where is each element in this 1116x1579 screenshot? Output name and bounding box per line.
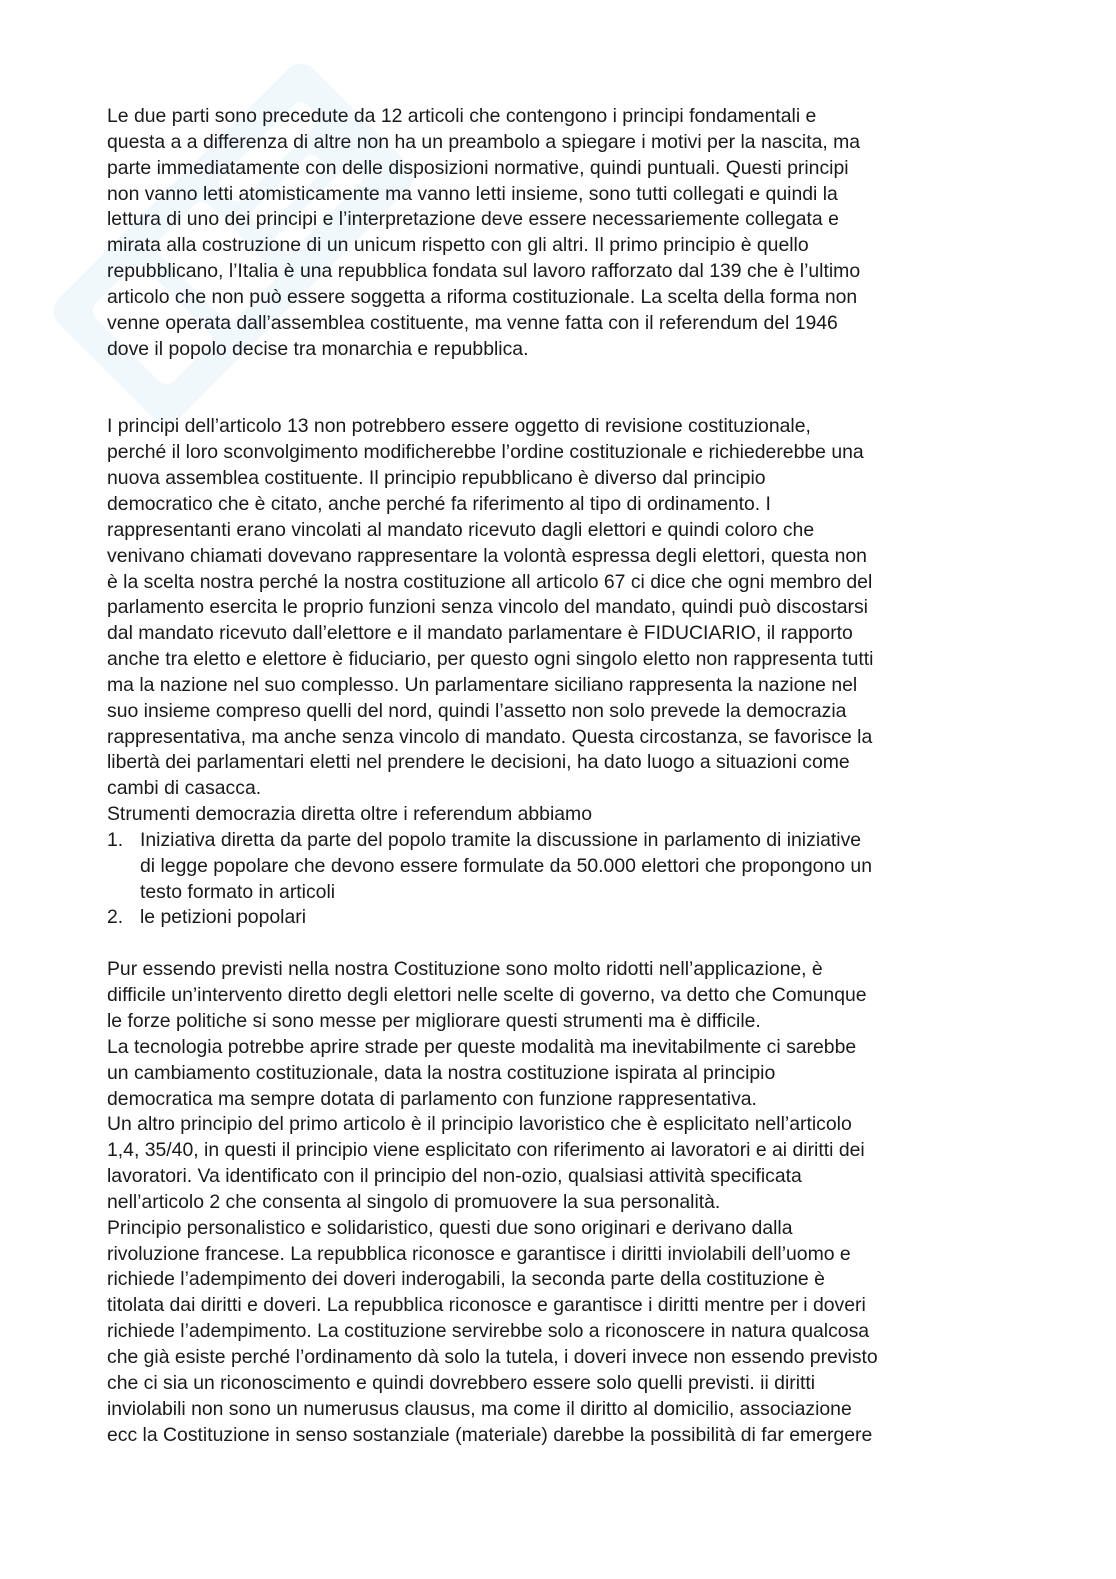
text-line: venne operata dall’assemblea costituente, ma venne fatta con il referendum del 1946 — [107, 311, 838, 334]
paragraph-gap — [107, 931, 1007, 957]
text-line: 1,4, 35/40, in questi il principio viene esplicitato con riferimento ai lavoratori e ai diritti dei — [107, 1139, 865, 1162]
text-line: non vanno letti atomisticamente ma vanno letti insieme, sono tutti collegati e quindi la — [107, 182, 838, 205]
text-line: Un altro principio del primo articolo è il principio lavoristico che è esplicitato nell’articolo — [107, 1113, 852, 1136]
text-line: dove il popolo decise tra monarchia e repubblica. — [107, 337, 529, 360]
text-line: le forze politiche si sono messe per migliorare questi strumenti ma è difficile. — [107, 1010, 761, 1032]
text-line: è la scelta nostra perché la nostra costituzione all articolo 67 ci dice che ogni membro del — [107, 570, 873, 593]
text-line: cambi di casacca. — [107, 777, 262, 800]
text-line: Le due parti sono precedute da 12 articoli che contengono i principi fondamentali e — [107, 105, 817, 127]
list-item — [107, 828, 1007, 906]
text-line: perché il loro sconvolgimento modificherebbe l’ordine costituzionale e richiederebbe una — [107, 441, 864, 464]
text-line: mirata alla costruzione di un unicum rispetto con gli altri. Il primo principio è quello — [107, 234, 809, 257]
text-line: articolo che non può essere soggetta a riforma costituzionale. La scelta della forma non — [107, 285, 858, 308]
text-line: nell’articolo 2 che consenta al singolo di promuovere la sua personalità. — [107, 1190, 721, 1213]
text-line: suo insieme compreso quelli del nord, quindi l’assetto non solo prevede la democrazia — [107, 699, 847, 722]
text-line: democratica ma sempre dotata di parlamento con funzione rappresentativa. — [107, 1087, 757, 1110]
text-line: Iniziativa diretta da parte del popolo tramite la discussione in parlamento di iniziative — [140, 828, 862, 851]
text-line: richiede l’adempimento. La costituzione servirebbe solo a riconoscere in natura qualcosa — [107, 1320, 870, 1343]
text-line: lettura di uno dei principi e l’interpretazione deve essere necessariemente collegata e — [107, 208, 839, 231]
text-line: rappresentativa, ma anche senza vincolo di mandato. Questa circostanza, se favorisce la — [107, 725, 873, 748]
text-line: che ci sia un riconoscimento e quindi dovrebbero essere solo quelli previsti. ii diritti — [107, 1371, 816, 1394]
list-number: 1. — [107, 828, 124, 851]
text-line: libertà dei parlamentari eletti nel prendere le decisioni, ha dato luogo a situazioni come — [107, 751, 850, 774]
text-line: lavoratori. Va identificato con il principio del non-ozio, qualsiasi attività specificata — [107, 1165, 802, 1188]
paragraph-3 — [107, 957, 1007, 1448]
text-line: rappresentanti erano vincolati al mandato ricevuto dagli elettori e quindi coloro che — [107, 518, 815, 541]
paragraph-2 — [107, 414, 1007, 828]
text-line: inviolabili non sono un numerusus clausus, ma come il diritto al domicilio, associazione — [107, 1397, 852, 1420]
text-line: I principi dell’articolo 13 non potrebbero essere oggetto di revisione costituzionale, — [107, 415, 811, 438]
paragraph-gap — [107, 362, 1007, 414]
text-line: ma la nazione nel suo complesso. Un parlamentare siciliano rappresenta la nazione nel — [107, 673, 858, 696]
numbered-list — [107, 828, 1007, 931]
text-line: di legge popolare che devono essere formulate da 50.000 elettori che propongono un — [140, 854, 872, 877]
text-line: democratico che è citato, anche perché fa riferimento al tipo di ordinamento. I — [107, 492, 771, 515]
text-line: richiede l’adempimento dei doveri inderogabili, la seconda parte della costituzione è — [107, 1268, 825, 1291]
text-line: ecc la Costituzione in senso sostanziale (materiale) darebbe la possibilità di far emergere — [107, 1423, 873, 1446]
text-line: anche tra eletto e elettore è fiduciario, per questo ogni singolo eletto non rappresenta tutti — [107, 648, 874, 671]
text-line: testo formato in articoli — [140, 880, 336, 903]
paragraph-1 — [107, 104, 1007, 362]
text-line: venivano chiamati dovevano rappresentare la volontà espressa degli elettori, questa non — [107, 544, 867, 567]
text-line: un cambiamento costituzionale, data la nostra costituzione ispirata al principio — [107, 1061, 776, 1084]
text-line: La tecnologia potrebbe aprire strade per queste modalità ma inevitabilmente ci sarebbe — [107, 1035, 857, 1058]
text-line: questa a a differenza di altre non ha un preambolo a spiegare i motivi per la nascita, ma — [107, 130, 861, 153]
document-page — [107, 104, 1007, 1448]
text-line: Pur essendo previsti nella nostra Costituzione sono molto ridotti nell’applicazione, è — [107, 958, 823, 981]
text-line: Strumenti democrazia diretta oltre i referendum abbiamo — [107, 803, 592, 826]
text-line: rivoluzione francese. La repubblica riconosce e garantisce i diritti inviolabili dell’uomo e — [107, 1242, 851, 1265]
text-line: parlamento esercita le proprio funzioni senza vincolo del mandato, quindi può discostarsi — [107, 596, 868, 619]
text-line: titolata dai diritti e doveri. La repubblica riconosce e garantisce i diritti mentre per i doveri — [107, 1294, 866, 1317]
text-line: repubblicano, l’Italia è una repubblica fondata sul lavoro rafforzato dal 139 che è l’ultimo — [107, 260, 861, 283]
text-line: difficile un’intervento diretto degli elettori nelle scelte di governo, va detto che Comunque — [107, 984, 867, 1007]
text-line: dal mandato ricevuto dall’elettore e il mandato parlamentare è FIDUCIARIO, il rapporto — [107, 622, 853, 645]
text-line: parte immediatamente con delle disposizioni normative, quindi puntuali. Questi principi — [107, 156, 849, 179]
text-line: che già esiste perché l’ordinamento dà solo la tutela, i doveri invece non essendo previsto — [107, 1345, 878, 1368]
text-line: le petizioni popolari — [140, 906, 307, 929]
text-line: nuova assemblea costituente. Il principio repubblicano è diverso dal principio — [107, 467, 766, 490]
list-number: 2. — [107, 906, 124, 929]
list-item — [107, 905, 1007, 931]
text-line: Principio personalistico e solidaristico, questi due sono originari e derivano dalla — [107, 1216, 793, 1239]
